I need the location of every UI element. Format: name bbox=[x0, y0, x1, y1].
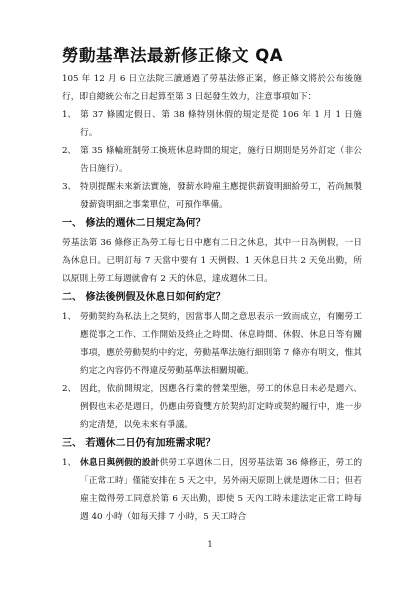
list-item-text: 特別提醒未來新法實施，發薪水時雇主應提供薪資明細給勞工，若尚無製發薪資明細之事業單位，可預作準備。 bbox=[80, 182, 362, 210]
list-item-text: 第 37 條國定假日、第 38 條特別休假的規定是從 106 年 1 月 1 日施行。 bbox=[80, 110, 362, 138]
section-heading: 三、 若週休二日仍有加班需求呢？ bbox=[62, 438, 216, 449]
list-item-text: 勞動契約為私法上之契約，因當事人間之意思表示一致而成立，有關勞工應從事之工作、工作開始及終止之時間、休息時間、休假、休息日等有關事項，應於勞動契約中約定，勞動基準法施行細則第 7 條亦有明文，惟其約定之內容仍不得違反勞動基準法相關規範。 bbox=[80, 312, 362, 376]
list-item-bold-lead: 休息日與例假的設計 bbox=[80, 458, 160, 468]
list-item bbox=[62, 142, 362, 178]
document-body bbox=[62, 70, 362, 526]
list-item-number: 1、 bbox=[62, 110, 77, 120]
list-item-number: 1、 bbox=[62, 312, 77, 322]
intro-paragraph: 105 年 12 月 6 日立法院三讀通過了勞基法修正案，修正條文將於公布後施行，即自總統公布之日起算至第 3 日起發生效力，注意事項如下： bbox=[62, 74, 362, 102]
section-heading: 二、 修法後例假及休息日如何約定？ bbox=[62, 292, 226, 303]
page-number: 1 bbox=[207, 540, 213, 549]
list-item bbox=[62, 454, 362, 526]
list-item bbox=[62, 178, 362, 214]
list-item-text: 供勞工享週休二日，因勞基法第 36 條修正，勞工的「正常工時」僅能安排在 5 天之中，另外兩天原則上就是週休二日；但若雇主徵得勞工同意於第 6 天出勤，即使 5 天內工時未達法定正常工時每週 40 小時（如每天排 7 小時，5 天工時合 bbox=[80, 458, 363, 522]
list-item-number: 1、 bbox=[62, 458, 77, 468]
list-item bbox=[62, 106, 362, 142]
section-paragraph: 勞基法第 36 條修正為勞工每七日中應有二日之休息，其中一日為例假，一日為休息日。已明訂每 7 天當中要有 1 天例假、1 天休息日共 2 天免出勤，所以原則上勞工每週就會有 2 天的休息，達成週休二日。 bbox=[62, 238, 362, 284]
list-item-text: 因此，依前開規定，因應各行業的營業型態，勞工的休息日未必是週六、例假也未必是週日，仍應由勞資雙方於契約訂定時或契約履行中，進一步約定清楚，以免未來有爭議。 bbox=[80, 384, 362, 430]
document-title: 勞動基準法最新修正條文 QA bbox=[62, 46, 284, 65]
list-item bbox=[62, 308, 362, 380]
list-item bbox=[62, 380, 362, 434]
list-item-number: 2、 bbox=[62, 146, 77, 156]
list-item-number: 3、 bbox=[62, 182, 77, 192]
section-heading: 一、 修法的週休二日規定為何？ bbox=[62, 218, 206, 229]
notes-list bbox=[62, 106, 362, 214]
list-item-text: 第 35 條輪班制勞工換班休息時間的規定，施行日期則是另外訂定（非公告日施行）。 bbox=[80, 146, 362, 174]
list-item-number: 2、 bbox=[62, 384, 77, 394]
